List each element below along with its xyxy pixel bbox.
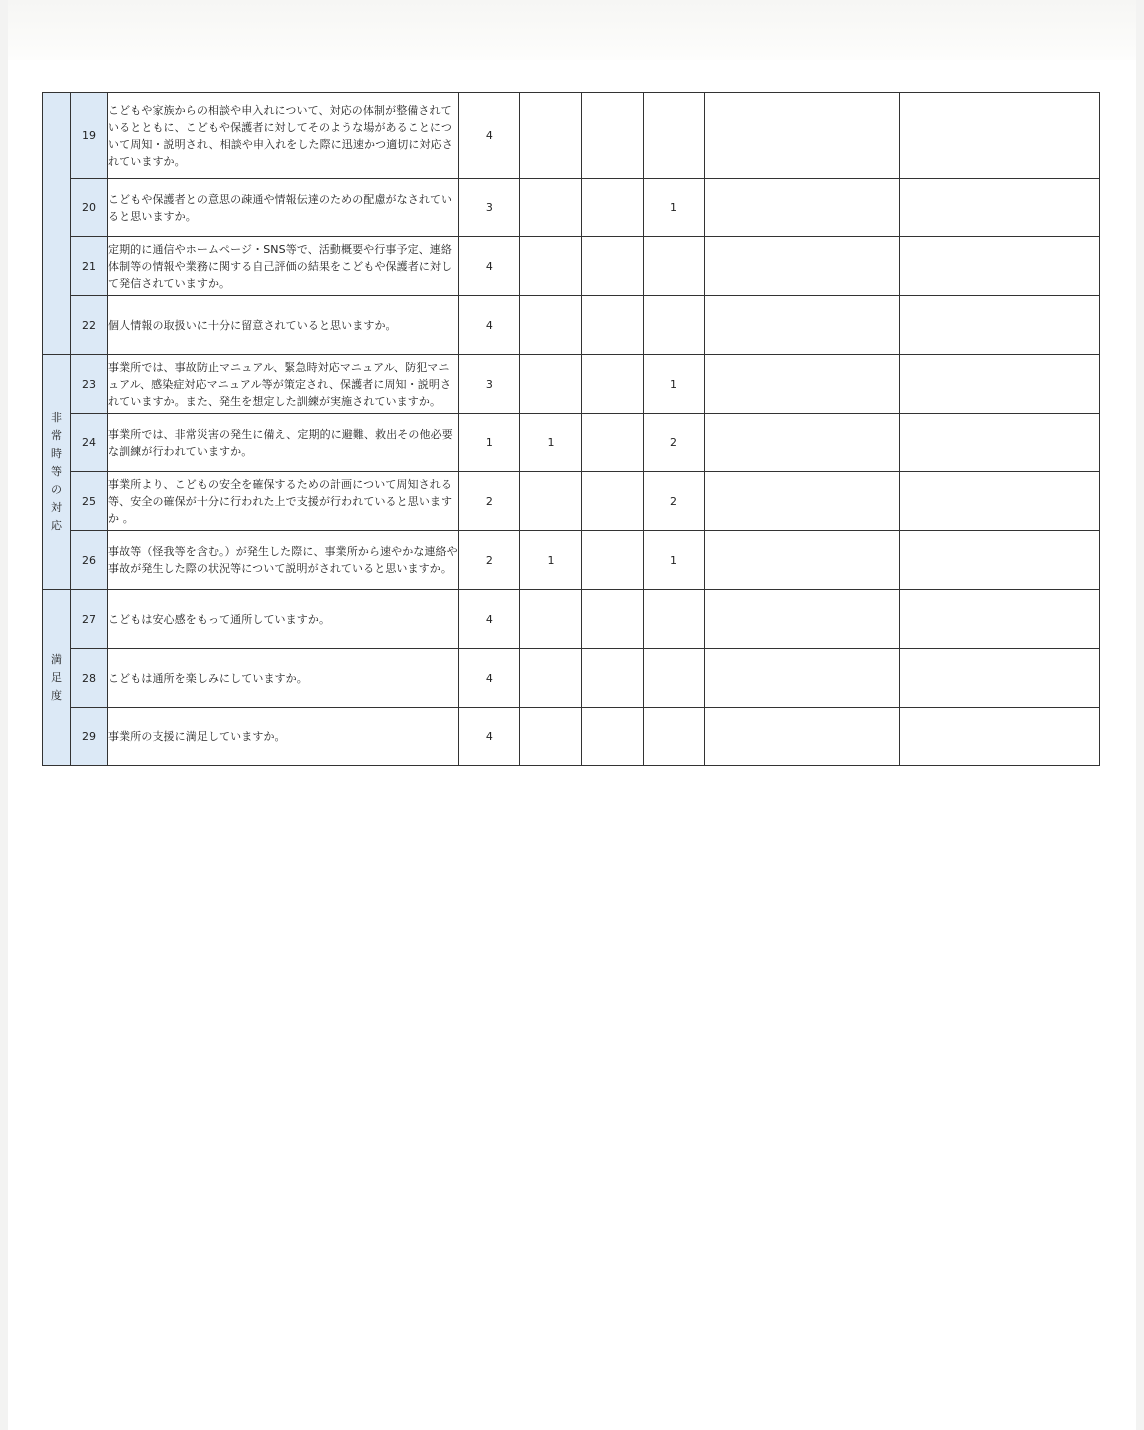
answer-count-c6	[899, 179, 1099, 237]
table-row	[43, 179, 1100, 237]
answer-count-c6	[899, 355, 1099, 414]
item-number: 20	[71, 179, 108, 237]
table-row	[43, 296, 1100, 355]
answer-count-c1: 3	[459, 179, 520, 237]
item-number: 29	[71, 708, 108, 766]
category-cell	[43, 93, 71, 355]
question-text: こどもは安心感をもって通所していますか。	[108, 590, 459, 649]
category-label: 非常時等の対応	[51, 411, 62, 532]
answer-count-c2	[520, 708, 582, 766]
category-cell	[43, 355, 71, 590]
answer-count-c2	[520, 649, 582, 708]
answer-count-c4	[643, 590, 704, 649]
answer-count-c5	[704, 414, 899, 472]
answer-count-c2	[520, 296, 582, 355]
answer-count-c4	[643, 237, 704, 296]
answer-count-c5	[704, 237, 899, 296]
answer-count-c4: 2	[643, 472, 704, 531]
question-text: こどもや家族からの相談や申入れについて、対応の体制が整備されているとともに、こどもや保護者に対してそのような場があることについて周知・説明され、相談や申入れをした際に迅速かつ適切に対応されていますか。	[108, 93, 459, 179]
item-number: 27	[71, 590, 108, 649]
table-row	[43, 93, 1100, 179]
item-number: 23	[71, 355, 108, 414]
answer-count-c1: 4	[459, 649, 520, 708]
table-row	[43, 590, 1100, 649]
document-page	[8, 0, 1136, 1430]
answer-count-c6	[899, 414, 1099, 472]
answer-count-c3	[582, 179, 643, 237]
answer-count-c2	[520, 237, 582, 296]
item-number: 24	[71, 414, 108, 472]
answer-count-c2: 1	[520, 414, 582, 472]
answer-count-c4	[643, 93, 704, 179]
question-text: こどもは通所を楽しみにしていますか。	[108, 649, 459, 708]
item-number: 19	[71, 93, 108, 179]
answer-count-c3	[582, 590, 643, 649]
answer-count-c6	[899, 237, 1099, 296]
answer-count-c3	[582, 531, 643, 590]
answer-count-c5	[704, 93, 899, 179]
answer-count-c4: 1	[643, 355, 704, 414]
answer-count-c1: 4	[459, 237, 520, 296]
table-row	[43, 355, 1100, 414]
answer-count-c1: 1	[459, 414, 520, 472]
page-top-band	[8, 0, 1136, 60]
evaluation-table	[42, 92, 1100, 766]
answer-count-c4	[643, 296, 704, 355]
answer-count-c3	[582, 414, 643, 472]
answer-count-c1: 4	[459, 590, 520, 649]
answer-count-c6	[899, 93, 1099, 179]
category-cell	[43, 590, 71, 766]
answer-count-c1: 4	[459, 708, 520, 766]
item-number: 25	[71, 472, 108, 531]
answer-count-c3	[582, 472, 643, 531]
answer-count-c5	[704, 531, 899, 590]
question-text: 事業所では、事故防止マニュアル、緊急時対応マニュアル、防犯マニュアル、感染症対応マニュアル等が策定され、保護者に周知・説明されていますか。また、発生を想定した訓練が実施されていますか。	[108, 355, 459, 414]
answer-count-c1: 4	[459, 296, 520, 355]
question-text: 事業所では、非常災害の発生に備え、定期的に避難、救出その他必要な訓練が行われていますか。	[108, 414, 459, 472]
answer-count-c5	[704, 472, 899, 531]
question-text: 事故等（怪我等を含む。）が発生した際に、事業所から速やかな連絡や事故が発生した際の状況等について説明がされていると思いますか。	[108, 531, 459, 590]
answer-count-c6	[899, 708, 1099, 766]
answer-count-c4: 1	[643, 179, 704, 237]
answer-count-c1: 2	[459, 531, 520, 590]
category-label: 満足度	[51, 652, 62, 702]
answer-count-c2	[520, 590, 582, 649]
answer-count-c6	[899, 649, 1099, 708]
answer-count-c3	[582, 355, 643, 414]
answer-count-c3	[582, 296, 643, 355]
question-text: 定期的に通信やホームページ・SNS等で、活動概要や行事予定、連絡体制等の情報や業務に関する自己評価の結果をこどもや保護者に対して発信されていますか。	[108, 237, 459, 296]
answer-count-c5	[704, 590, 899, 649]
answer-count-c2	[520, 93, 582, 179]
answer-count-c4: 1	[643, 531, 704, 590]
answer-count-c5	[704, 649, 899, 708]
answer-count-c2	[520, 355, 582, 414]
item-number: 26	[71, 531, 108, 590]
answer-count-c2	[520, 472, 582, 531]
answer-count-c6	[899, 531, 1099, 590]
item-number: 22	[71, 296, 108, 355]
table-row	[43, 414, 1100, 472]
table-row	[43, 649, 1100, 708]
answer-count-c3	[582, 649, 643, 708]
item-number: 21	[71, 237, 108, 296]
question-text: 事業所の支援に満足していますか。	[108, 708, 459, 766]
answer-count-c4	[643, 708, 704, 766]
answer-count-c3	[582, 93, 643, 179]
question-text: 個人情報の取扱いに十分に留意されていると思いますか。	[108, 296, 459, 355]
table-row	[43, 472, 1100, 531]
answer-count-c5	[704, 296, 899, 355]
table-row	[43, 237, 1100, 296]
evaluation-table-body	[43, 93, 1100, 766]
answer-count-c1: 3	[459, 355, 520, 414]
answer-count-c2	[520, 179, 582, 237]
answer-count-c4: 2	[643, 414, 704, 472]
answer-count-c2: 1	[520, 531, 582, 590]
answer-count-c6	[899, 472, 1099, 531]
answer-count-c5	[704, 179, 899, 237]
answer-count-c5	[704, 708, 899, 766]
table-row	[43, 708, 1100, 766]
answer-count-c6	[899, 296, 1099, 355]
answer-count-c5	[704, 355, 899, 414]
answer-count-c3	[582, 708, 643, 766]
answer-count-c1: 2	[459, 472, 520, 531]
answer-count-c6	[899, 590, 1099, 649]
item-number: 28	[71, 649, 108, 708]
question-text: 事業所より、こどもの安全を確保するための計画について周知される等、安全の確保が十分に行われた上で支援が行われていると思いますか 。	[108, 472, 459, 531]
answer-count-c1: 4	[459, 93, 520, 179]
answer-count-c4	[643, 649, 704, 708]
answer-count-c3	[582, 237, 643, 296]
question-text: こどもや保護者との意思の疎通や情報伝達のための配慮がなされていると思いますか。	[108, 179, 459, 237]
table-row	[43, 531, 1100, 590]
